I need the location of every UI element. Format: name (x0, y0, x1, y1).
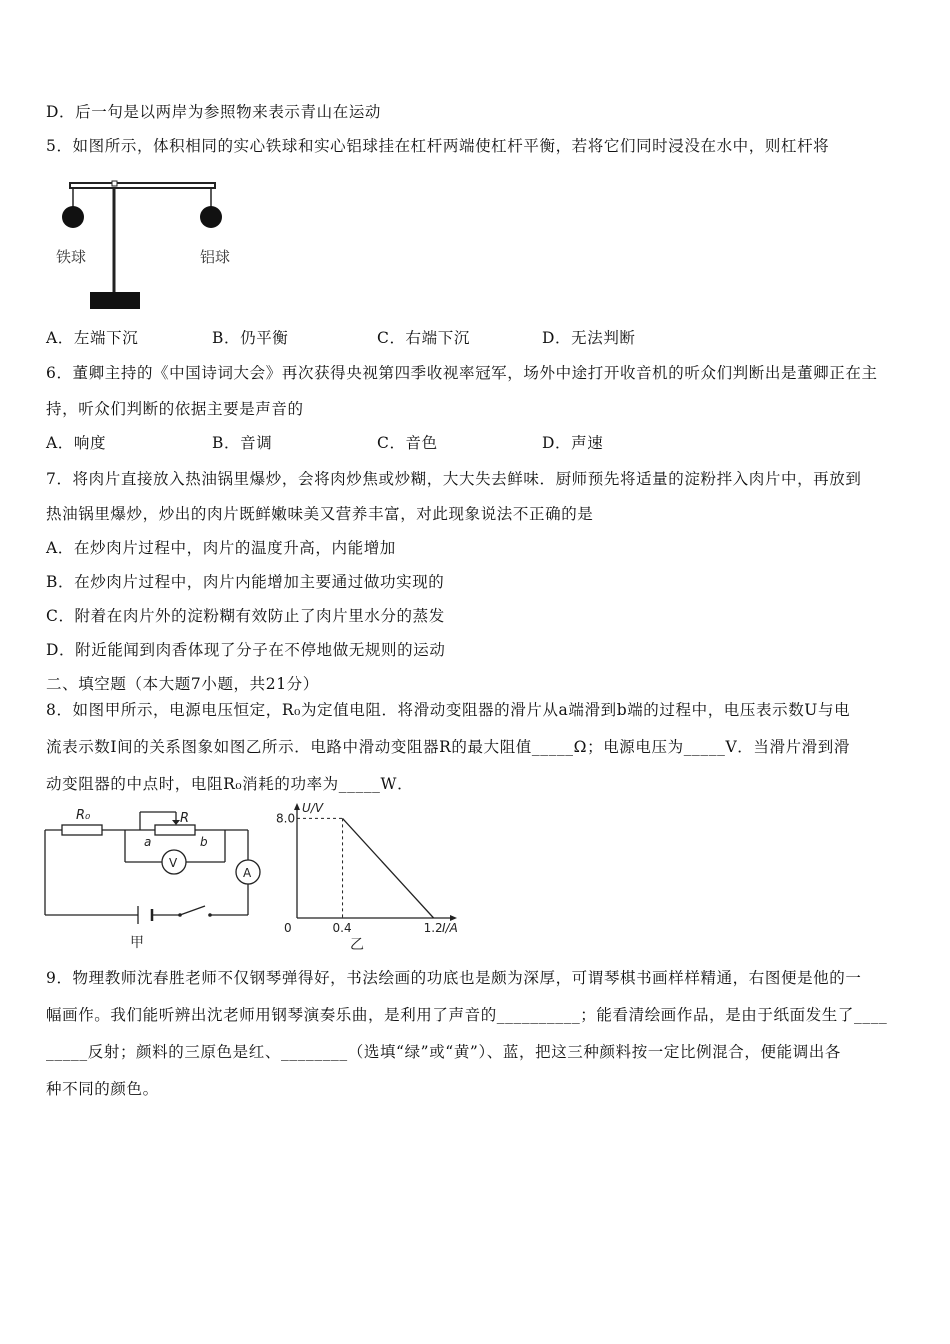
q5-option-a: A．左端下沉 (46, 329, 139, 347)
q8-line1: 8．如图甲所示，电源电压恒定，R₀为定值电阻．将滑动变阻器的滑片从a端滑到b端的过程中，电压表示数U与电 (46, 701, 851, 719)
circuit-caption: 甲 (130, 935, 144, 951)
iron-ball-label: 铁球 (56, 248, 87, 266)
q5-option-d: D．无法判断 (542, 329, 636, 347)
q5-stem: 5．如图所示，体积相同的实心铁球和实心铝球挂在杠杆两端使杠杆平衡，若将它们同时浸没在水中，则杠杆将 (46, 137, 830, 155)
ammeter-label: A (243, 866, 252, 880)
q6-option-c: C．音色 (377, 434, 438, 452)
rheostat (155, 825, 195, 835)
y-axis-arrow (294, 803, 300, 810)
q8-line3: 动变阻器的中点时，电阻R₀消耗的功率为_____W． (46, 775, 414, 793)
aluminum-ball (200, 206, 222, 228)
section-title: 二、填空题（本大题7小题，共21分） (46, 675, 319, 693)
q7-stem-line1: 7．将肉片直接放入热油锅里爆炒，会将肉炒焦或炒糊，大大失去鲜味．厨师预先将适量的淀粉拌入肉片中，再放到 (46, 470, 862, 488)
q6-stem-line1: 6．董卿主持的《中国诗词大会》再次获得央视第四季收视率冠军，场外中途打开收音机的听众们判断出是董卿正在主 (46, 364, 878, 382)
lever-figure (50, 175, 240, 315)
y-tick-label-0: 8.0 (276, 811, 296, 826)
r-label: R (180, 811, 190, 826)
lever-bar (70, 183, 215, 188)
lever-base (90, 292, 140, 309)
q9-line4: 种不同的颜色。 (46, 1080, 159, 1098)
q6-option-a: A．响度 (46, 434, 107, 452)
lever-pivot (112, 181, 117, 186)
q7-option-a: A．在炒肉片过程中，肉片的温度升高，内能增加 (46, 539, 396, 557)
q5-option-b: B．仍平衡 (212, 329, 289, 347)
circuit-diagram (40, 800, 275, 955)
series-line-0-0 (343, 818, 434, 918)
slider-arrow (172, 820, 180, 825)
origin-label: 0 (284, 921, 292, 935)
q7-stem-line2: 热油锅里爆炒，炒出的肉片既鲜嫩味美又营养丰富，对此现象说法不正确的是 (46, 505, 594, 523)
q7-option-b: B．在炒肉片过程中，肉片内能增加主要通过做功实现的 (46, 573, 445, 591)
q4-option-d: D．后一句是以两岸为参照物来表示青山在运动 (46, 103, 382, 121)
b-label: b (200, 835, 208, 849)
a-label: a (144, 835, 152, 849)
x-tick-label-1: 1.2 (423, 921, 443, 935)
aluminum-ball-label: 铝球 (200, 248, 231, 266)
q7-option-c: C．附着在肉片外的淀粉糊有效防止了肉片里水分的蒸发 (46, 607, 445, 625)
q6-option-b: B．音调 (212, 434, 273, 452)
q9-line3: _____反射；颜料的三原色是红、________（选填“绿”或“黄”）、蓝，把这三种颜料按一定比例混合，便能调出各 (46, 1043, 841, 1061)
r0-label: R₀ (76, 808, 91, 823)
voltmeter-label: V (169, 856, 178, 870)
x-axis-label: I/A (442, 921, 458, 935)
x-tick-label-0: 0.4 (332, 921, 352, 935)
q8-line2: 流表示数I间的关系图象如图乙所示．电路中滑动变阻器R的最大阻值_____Ω；电源电压为_____V．当滑片滑到滑 (46, 738, 850, 756)
q5-option-c: C．右端下沉 (377, 329, 470, 347)
switch (180, 906, 205, 915)
chart-caption: 乙 (350, 937, 364, 953)
q6-stem-line2: 持，听众们判断的依据主要是声音的 (46, 400, 304, 418)
iron-ball (62, 206, 84, 228)
q7-option-d: D．附近能闻到肉香体现了分子在不停地做无规则的运动 (46, 641, 446, 659)
ui-chart (276, 800, 480, 955)
q9-line2: 幅画作。我们能听辨出沈老师用钢琴演奏乐曲，是利用了声音的__________；能看清绘画作品，是由于纸面发生了____ (46, 1006, 888, 1024)
q6-option-d: D．声速 (542, 434, 604, 452)
r0-resistor (62, 825, 102, 835)
q9-line1: 9．物理教师沈春胜老师不仅钢琴弹得好，书法绘画的功底也是颇为深厚，可谓琴棋书画样样精通，右图便是他的一 (46, 969, 862, 987)
y-axis-label: U/V (302, 801, 324, 815)
